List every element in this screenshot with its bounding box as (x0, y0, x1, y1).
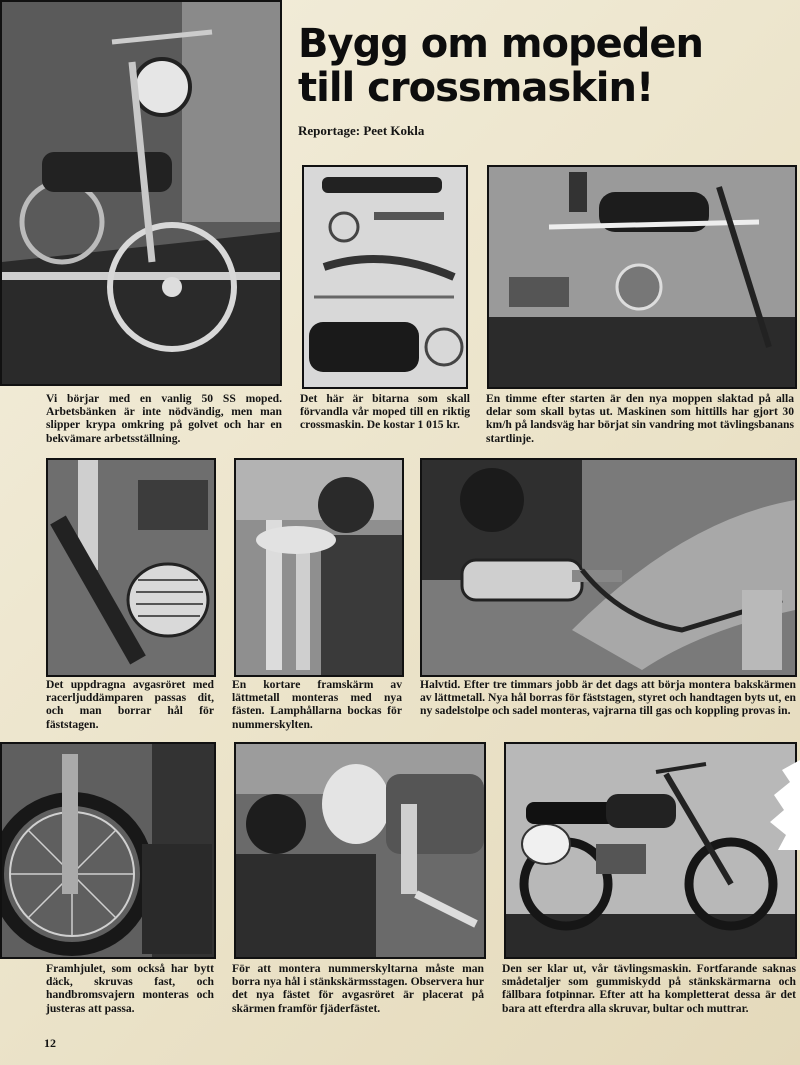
caption-7: Framhjulet, som också har bytt däck, skruvas fast, och handbromsvajern monteras och justeras att passa. (46, 962, 214, 1015)
photo-number-plate (234, 742, 486, 959)
photo-front-wheel (0, 742, 216, 959)
photo-moped-on-bench (0, 0, 282, 386)
caption-1: Vi börjar med en vanlig 50 SS moped. Arbetsbänken är inte nödvändig, men man slipper krypa omkring på golvet och har en bekvämare arbetsställning. (46, 392, 282, 445)
photo-front-fender (234, 458, 404, 677)
caption-4: Det uppdragna avgasröret med racerljuddämparen passas dit, och man borrar hål för fäststagen. (46, 678, 214, 731)
title-line-2: till crossmaskin! (298, 65, 654, 111)
caption-2: Det här är bitarna som skall förvandla vår moped till en riktig crossmaskin. De kostar 1 015 kr. (300, 392, 470, 432)
page-number: 12 (44, 1036, 56, 1050)
article-title (298, 22, 798, 110)
photo-exhaust-fitting (46, 458, 216, 677)
caption-9: Den ser klar ut, vår tävlingsmaskin. Fortfarande saknas smådetaljer som gummiskydd på stänkskärmarna och fällbara fotpinnar. Efter att ha kompletterat dessa är det bara att efterdra alla skruvar, bultar och muttrar. (502, 962, 796, 1015)
caption-5: En kortare framskärm av lättmetall monteras med nya fästen. Lamphållarna bockas för nummerskylten. (232, 678, 402, 731)
caption-3: En timme efter starten är den nya moppen slaktad på alla delar som skall bytas ut. Maskinen som hittills har gjort 30 km/h på landsväg har börjat sin vandring mot tävlingsbanans startlinje. (486, 392, 794, 445)
photo-parts-layout (302, 165, 468, 389)
photo-finished-machine (504, 742, 797, 959)
photo-drilling-rear-fender (420, 458, 797, 677)
title-line-1: Bygg om mopeden (298, 21, 703, 67)
caption-6: Halvtid. Efter tre timmars jobb är det dags att börja montera bakskärmen av lättmetall. Nya hål borras för fäststagen, styret och handtagen byts ut, en ny sadelstolpe och sadel monteras, vajrarna till gas och koppling provas in. (420, 678, 796, 718)
photo-stripped-moped (487, 165, 797, 389)
byline: Reportage: Peet Kokla (298, 123, 425, 138)
torn-edge (762, 760, 800, 850)
caption-8: För att montera nummerskyltarna måste man borra nya hål i stänkskärmsstagen. Observera hur det nya fästet för avgasröret är placerat på skärmen framför fjäderfästet. (232, 962, 484, 1015)
